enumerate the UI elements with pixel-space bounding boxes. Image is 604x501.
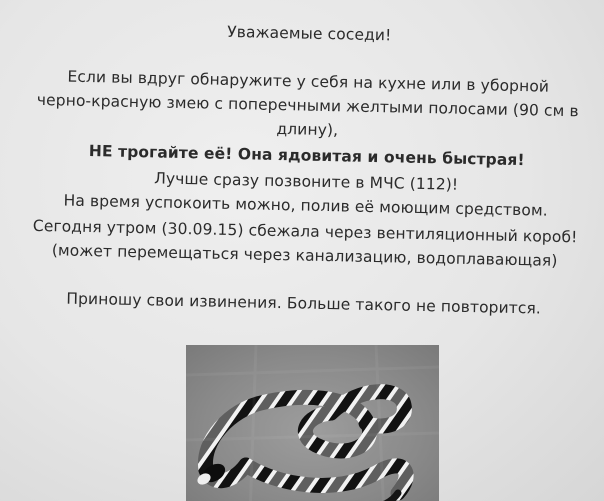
- snake-icon: [186, 345, 439, 501]
- warning-line: НЕ трогайте её! Она ядовитая и очень быстрая!: [88, 142, 525, 170]
- notice-line: На время успокоить можно, полив её моющим средством.: [63, 191, 548, 220]
- notice-line: длину),: [276, 119, 339, 140]
- notice-line: Сегодня утром (30.09.15) сбежала через вентиляционный короб!: [32, 216, 578, 247]
- notice-line: Если вы вдруг обнаружите у себя на кухне или в уборной: [67, 67, 550, 96]
- notice-line: Лучше сразу позвоните в МЧС (112)!: [153, 169, 459, 194]
- notice-line: черно-красную змею с поперечными желтыми полосами (90 см в: [36, 90, 579, 121]
- apology-line: Приношу свои извинения. Больше такого не повторится.: [66, 289, 542, 318]
- greeting: Уважаемые соседи!: [227, 22, 392, 45]
- notice-line: (может перемещаться через канализацию, водоплавающая): [51, 241, 558, 270]
- snake-photo: [186, 345, 439, 501]
